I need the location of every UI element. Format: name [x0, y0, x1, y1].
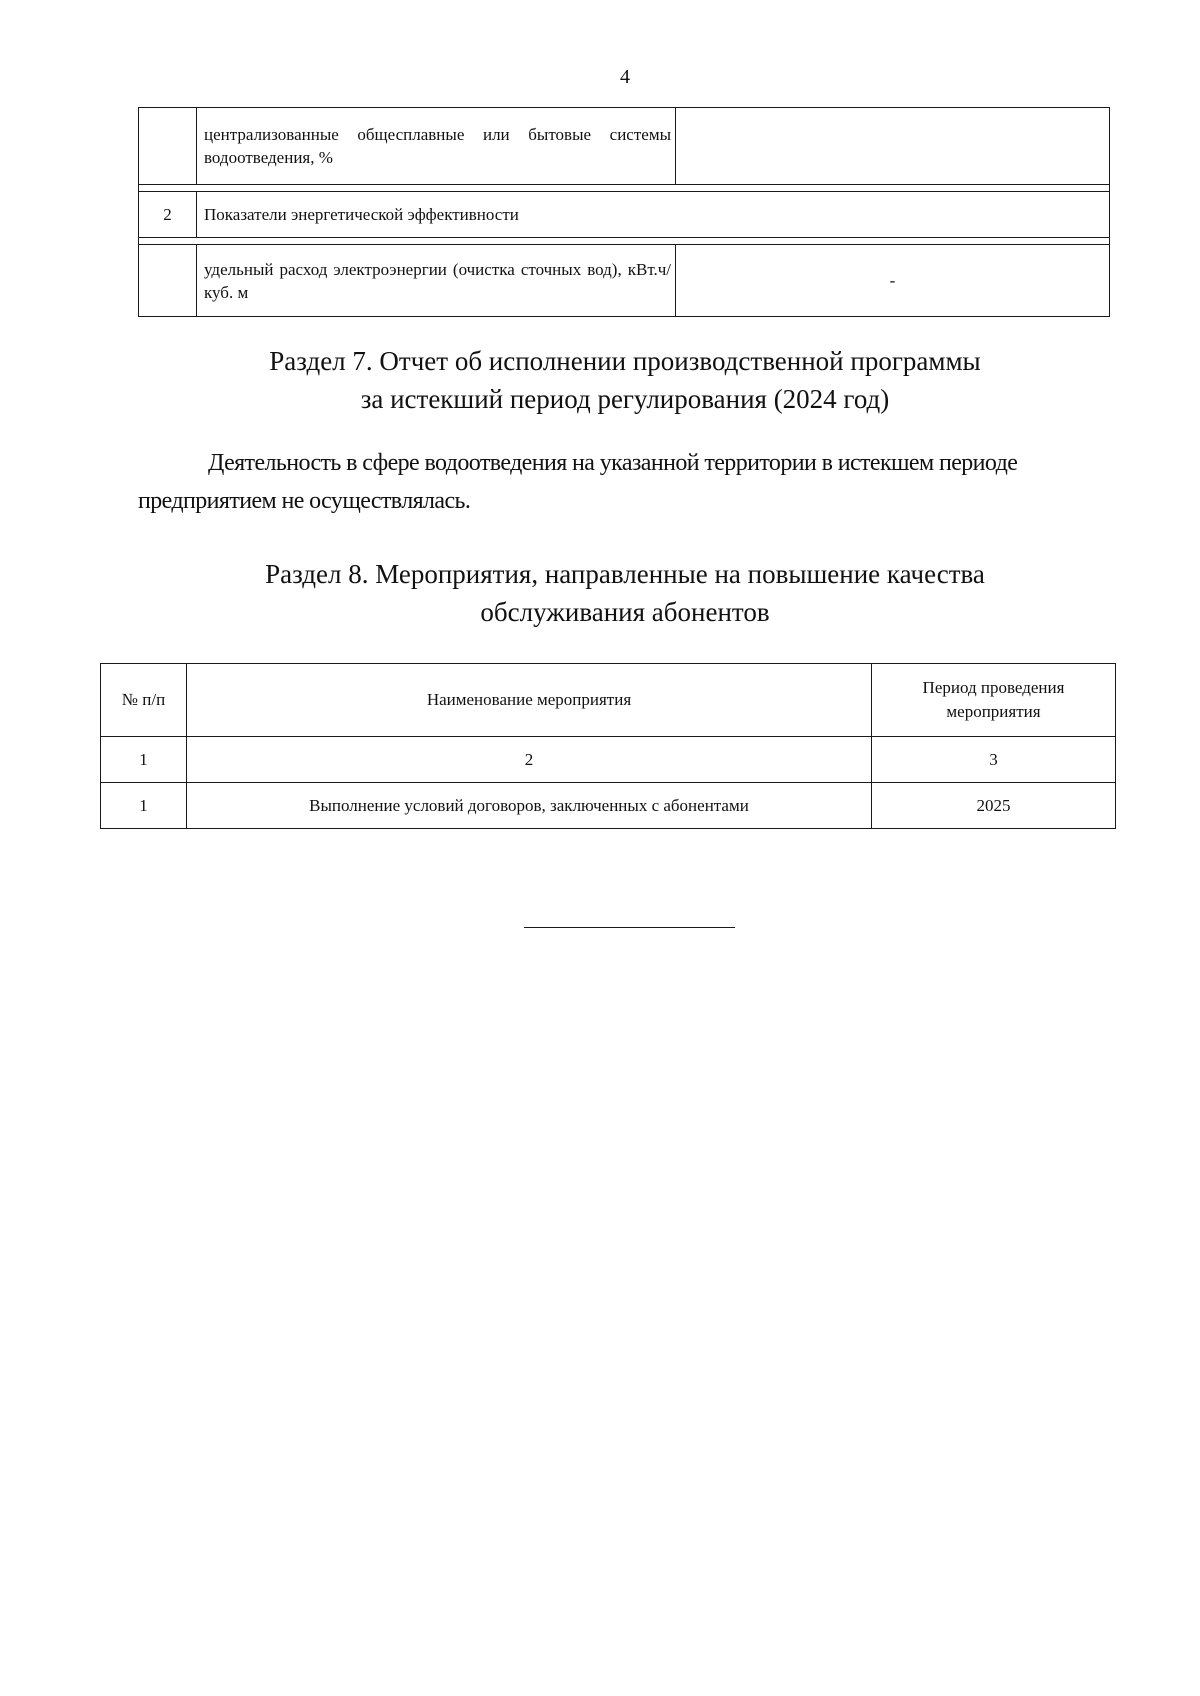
row-number-cell: 2 — [139, 192, 197, 238]
period-cell: 2025 — [872, 783, 1116, 829]
header-period-text: Период проведения мероприятия — [922, 678, 1065, 721]
section-8-title-line-2: обслуживания абонентов — [480, 597, 770, 627]
table-row — [101, 783, 1116, 829]
row-number-cell — [139, 245, 197, 317]
column-number: 3 — [872, 737, 1116, 783]
section-7-title-line-2: за истекший период регулирования (2024 год) — [360, 384, 890, 414]
header-measure-name: Наименование мероприятия — [187, 664, 872, 737]
table-row — [139, 245, 1110, 317]
indicator-value-cell — [676, 108, 1110, 185]
measure-name-cell: Выполнение условий договоров, заключенных с абонентами — [187, 783, 872, 829]
section-7-title-line-1: Раздел 7. Отчет об исполнении производственной программы — [269, 346, 981, 376]
section-8-title-line-1: Раздел 8. Мероприятия, направленные на повышение качества — [265, 559, 985, 589]
indicator-value-cell: - — [676, 245, 1110, 317]
column-numbering-row — [101, 737, 1116, 783]
section-8-heading — [0, 555, 1200, 631]
table-header-row — [101, 664, 1116, 737]
row-gap — [139, 185, 1110, 192]
row-number-cell — [139, 108, 197, 185]
column-number: 2 — [187, 737, 872, 783]
header-number: № п/п — [101, 664, 187, 737]
table-row — [139, 192, 1110, 238]
indicator-name-cell: удельный расход электроэнергии (очистка сточных вод), кВт.ч/куб. м — [197, 245, 676, 317]
page-number: 4 — [620, 66, 630, 88]
table-row — [139, 108, 1110, 185]
indicator-name-cell: централизованные общесплавные или бытовые системы водоотведения, % — [197, 108, 676, 185]
row-gap — [139, 238, 1110, 245]
indicator-group-cell: Показатели энергетической эффективности — [197, 192, 1110, 238]
section-7-heading — [0, 342, 1200, 418]
closing-line — [524, 927, 735, 928]
column-number: 1 — [101, 737, 187, 783]
section-7-paragraph: Деятельность в сфере водоотведения на указанной территории в истекшем периоде предприятием не осуществлялась. — [138, 450, 1018, 514]
row-number-cell: 1 — [101, 783, 187, 829]
measures-table — [100, 663, 1116, 829]
header-period — [872, 664, 1116, 737]
indicators-table-continuation — [138, 107, 1110, 317]
